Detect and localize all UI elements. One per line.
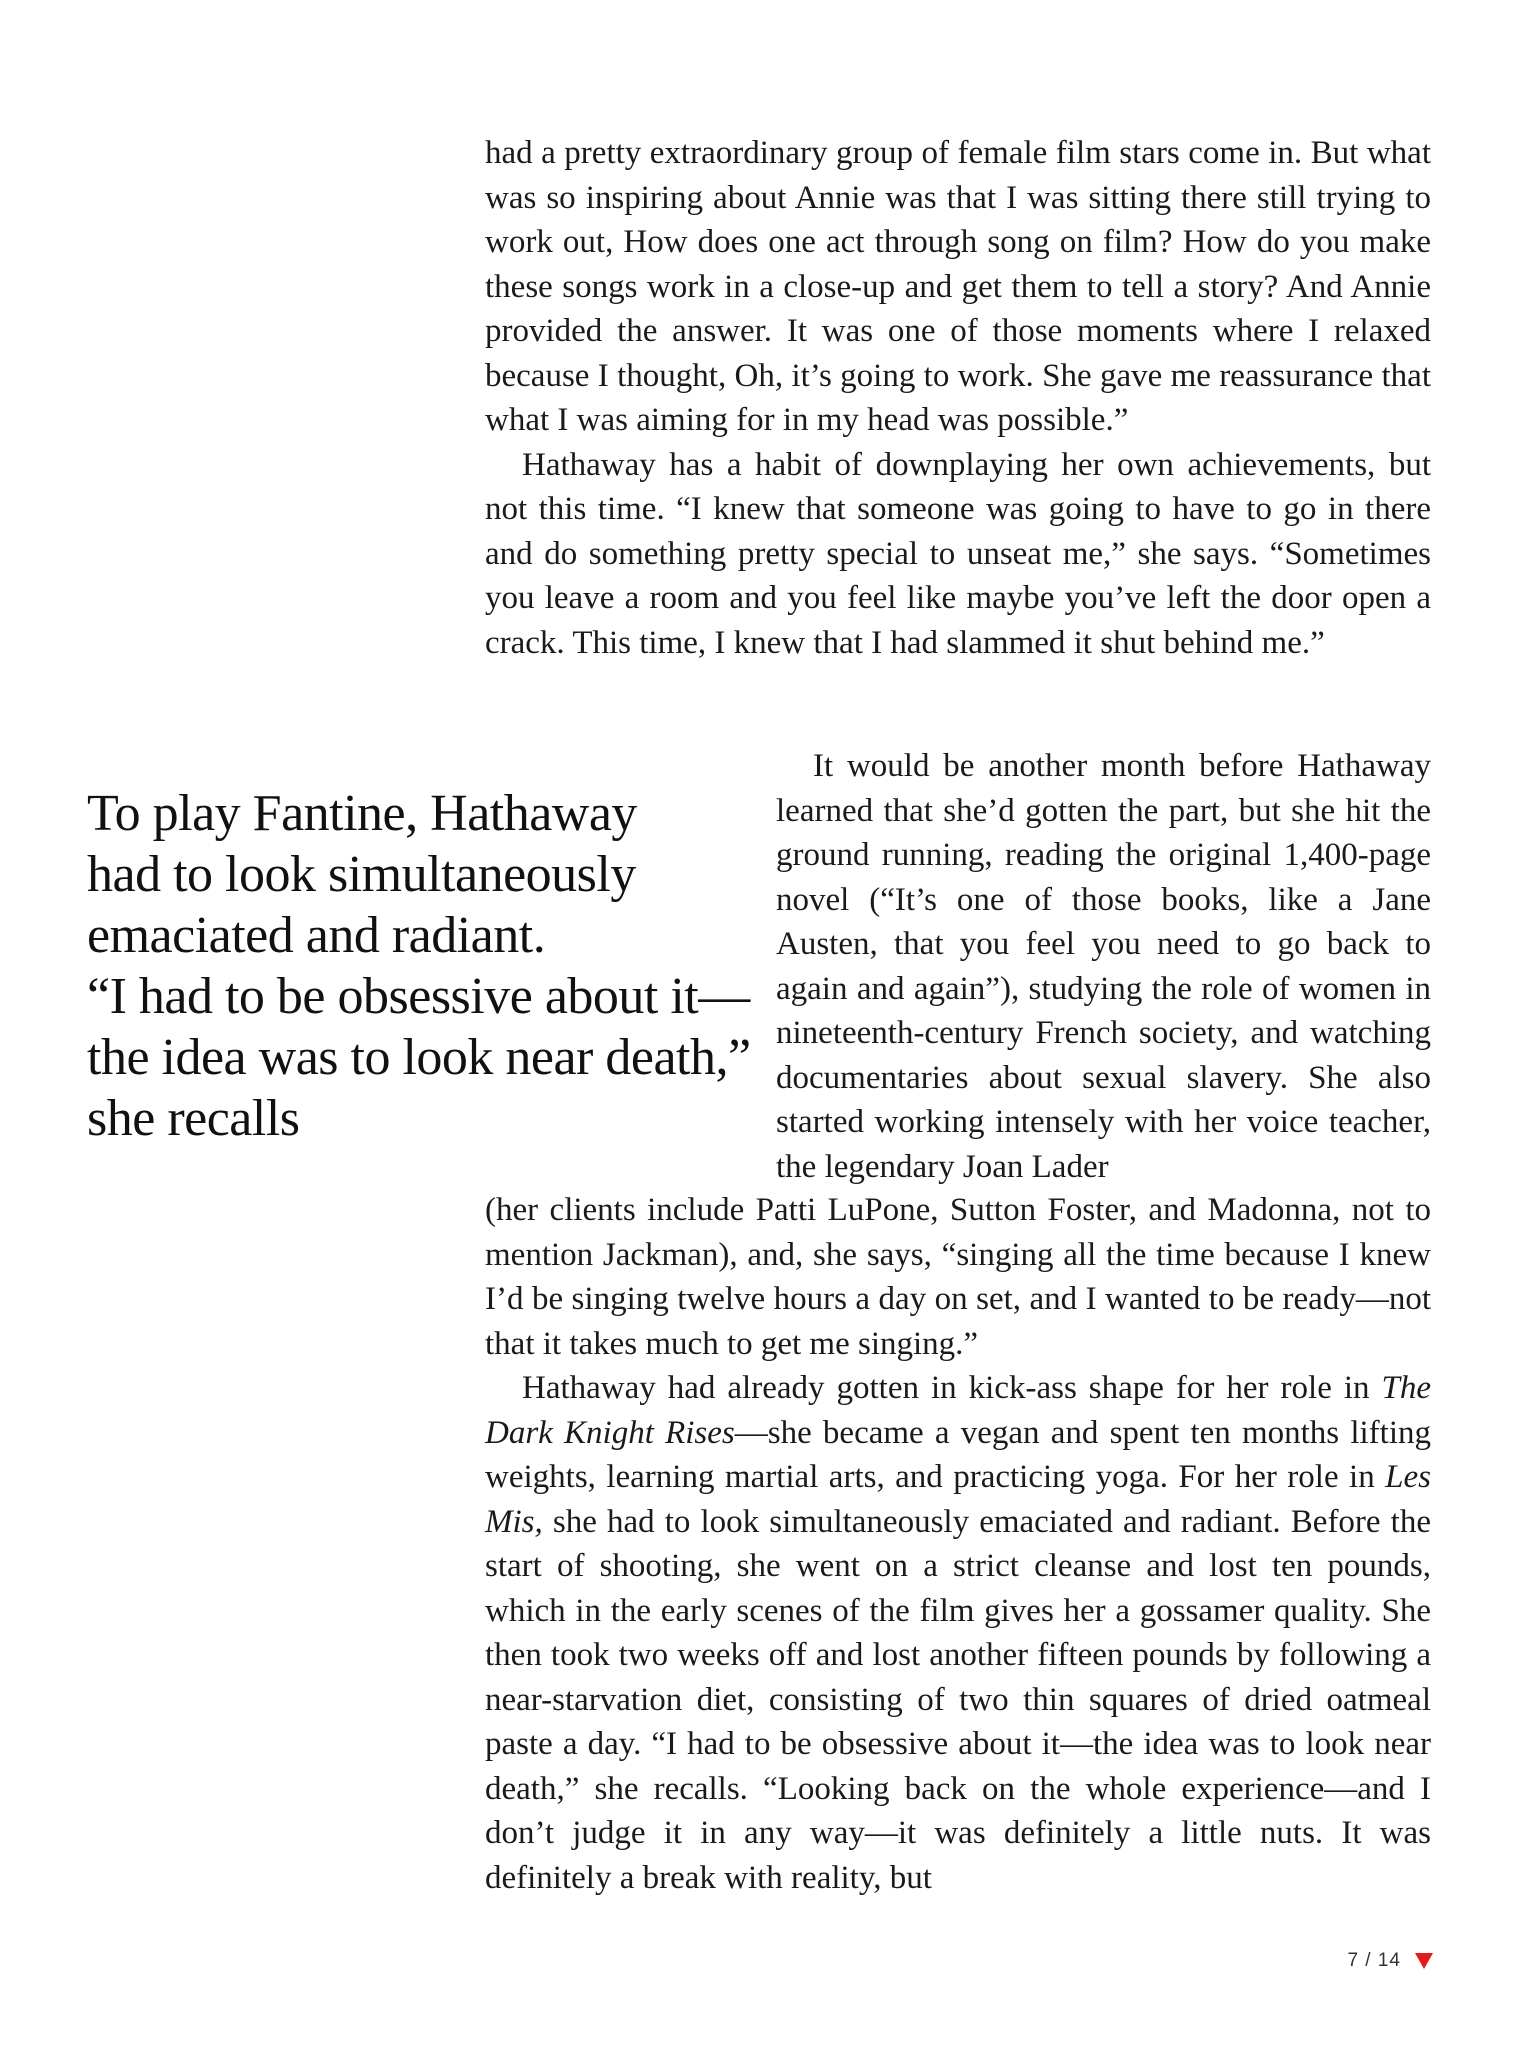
- film-title: Les Mis,: [485, 1459, 1431, 1540]
- triangle-down-icon[interactable]: [1415, 1953, 1433, 1969]
- text-run: —she became a vegan and spent ten months lifting weights, learning martial arts, and practicing yoga. For her role in: [485, 1414, 1431, 1495]
- article-paragraph: Hathaway has a habit of downplaying her own achievements, but not this time. “I knew that someone was going to have to go in there and do something pretty special to unseat me,” she says. “Sometimes you leave a room and you feel like maybe you’ve left the door open a crack. This time, I knew that I had slammed it shut behind me.”: [485, 446, 1431, 661]
- text-run: she had to look simultaneously emaciated and radiant. Before the start of shooting, she went on a strict cleanse and lost ten pounds, which in the early scenes of the film gives her a gossamer quality. She then took two weeks off and lost another fifteen pounds by following a near-starvation diet, consisting of two thin squares of dried oatmeal paste a day. “I had to be obsessive about it—the idea was to look near death,” she recalls. “Looking back on the whole experience—and I don’t judge it in any way—it was definitely a little nuts. It was definitely a break with reality, but: [485, 1503, 1431, 1896]
- article-paragraph: It would be another month before Hathaway learned that she’d gotten the part, but she hit the ground running, reading the original 1,400-page novel (“It’s one of those books, like a Jane Austen, that you feel you need to go back to again and again”), studying the role of women in nineteenth-century French society, and watching documentaries about sexual slavery. She also started working intensely with her voice teacher, the legendary Joan Lader: [776, 748, 1431, 1185]
- pull-quote-line: To play Fantine, Hathaway: [87, 785, 637, 842]
- pull-quote: [87, 783, 751, 1149]
- text-run: Hathaway had already gotten in kick-ass shape for her role in: [522, 1370, 1382, 1406]
- page-footer: [1347, 1950, 1433, 1972]
- article-paragraph: [485, 1366, 1431, 1900]
- pull-quote-line: emaciated and radiant.: [87, 907, 546, 964]
- pull-quote-line: “I had to be obsessive about it—: [87, 968, 750, 1025]
- pull-quote-line: she recalls: [87, 1090, 300, 1147]
- article-column-narrow: [776, 744, 1431, 1189]
- article-paragraph-continued: (her clients include Patti LuPone, Sutton Foster, and Madonna, not to mention Jackman), and, she says, “singing all the time because I knew I’d be singing twelve hours a day on set, and I wanted to be ready—not that it takes much to get me singing.”: [485, 1192, 1431, 1362]
- film-title: The Dark Knight Rises: [485, 1370, 1431, 1451]
- pull-quote-line: the idea was to look near death,”: [87, 1029, 751, 1086]
- article-column-upper: [485, 131, 1431, 665]
- article-column-lower: [485, 1188, 1431, 1900]
- article-paragraph: had a pretty extraordinary group of female film stars come in. But what was so inspiring about Annie was that I was sitting there still trying to work out, How does one act through song on film? How do you make these songs work in a close-up and get them to tell a story? And Annie provided the answer. It was one of those moments where I relaxed because I thought, Oh, it’s going to work. She gave me reassurance that what I was aiming for in my head was possible.”: [485, 135, 1431, 438]
- page-indicator: 7 / 14: [1347, 1950, 1401, 1971]
- pull-quote-line: had to look simultaneously: [87, 846, 636, 903]
